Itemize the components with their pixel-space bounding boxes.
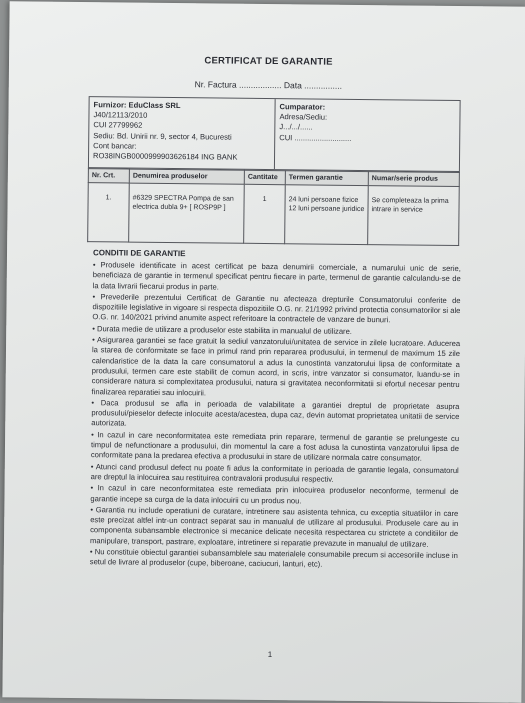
supplier-line: RO38INGB0000999903626184 ING BANK: [92, 151, 238, 162]
table-header: Numar/serie produs: [368, 172, 459, 187]
invoice-line: Nr. Factura .................. Data ................: [194, 79, 343, 91]
buyer-block: [279, 102, 454, 145]
warranty-certificate-page: [2, 1, 525, 702]
condition-paragraph: • Garantia nu include operatiuni de curatare, intretinere sau asistenta tehnica, cu exceptia situatiilor in care este precizat altfel intr-un contract separat sau in manualul de utilizare al produsului. Produsele care au in componenta subansamble electronice si mecanice delicate necesita respectarea cu strictete a conditiilor de manipulare, transport, pastrare, exploatare, intretinere si reparatie prevazute in manualul de utilizare.: [89, 505, 459, 549]
table-cell: 24 luni persoane fizice 12 luni persoane juridice: [285, 185, 369, 245]
table-header: Denumirea produselor: [129, 169, 244, 184]
products-table: [87, 168, 460, 246]
document-title: CERTIFICAT DE GARANTIE: [204, 55, 333, 68]
supplier-label: Furnizor: EduClass SRL: [93, 100, 181, 111]
supplier-line: Sediu: Bd. Unirii nr. 9, sector 4, Bucuresti: [93, 130, 232, 142]
supplier-line: J40/12113/2010: [93, 110, 148, 120]
conditions-title: CONDITII DE GARANTIE: [92, 248, 186, 259]
table-cell: 1: [244, 184, 286, 243]
table-cell: 1.: [88, 183, 130, 242]
condition-paragraph: • In cazul in care neconformitatea este remediata prin inlocuirea produselor neconforme, termenul de garantie incepe sa curga de la data inlocuirii cu un produs nou.: [90, 483, 459, 505]
page-number: 1: [267, 650, 273, 660]
supplier-line: CUI 27799962: [93, 120, 143, 131]
condition-paragraph: • Atunci cand produsul defect nu poate fi adus la conformitate in perioada de garantie legala, consumatorul are dreptul la inlocuirea sau restituirea contravalorii produsului respectiv.: [90, 461, 459, 484]
parties-box: [88, 96, 461, 172]
condition-paragraph: • Prevederile prezentului Certificat de Garantie nu afecteaza drepturile Consumatorului conferite de dispozitiile legislative in vigoare si respecta dispozitiile O.G. nr. 21/1992 privind protectia consumatorilor si ale O.G. nr. 140/2021 privind anumite aspect referitoare la contractele de vanzare de bunuri.: [92, 292, 461, 325]
table-header: Termen garantie: [285, 171, 368, 186]
table-cell: Se completeaza la prima intrare in service: [368, 186, 460, 246]
conditions-list: [90, 260, 461, 572]
table-header: Nr. Crt.: [88, 169, 129, 183]
table-header: Cantitate: [244, 170, 285, 184]
condition-paragraph: • Daca produsul se afla in perioada de valabilitate a garantiei dreptul de proprietate asupra produsului/pieselor defecte inlocuite acesta/acestea, dupa caz, devin automat proprietatea unitatii de service autorizata.: [91, 398, 460, 429]
buyer-line: Adresa/Sediu:: [279, 112, 328, 122]
parties-divider: [274, 99, 276, 169]
table-cell: #6329 SPECTRA Pompa de san electrica dubla 9+ [ ROSP9P ]: [129, 183, 245, 243]
buyer-label: Cumparator:: [279, 102, 326, 112]
supplier-block: [93, 100, 274, 163]
condition-paragraph: • Durata medie de utilizare a produselor este stabilita in manualul de utilizare.: [92, 323, 353, 336]
condition-paragraph: • In cazul in care neconformitatea este remediata prin reparare, termenul de garantie se prelungeste cu timpul de nefunctionare a produsului, din momentul la care a fost adusa la cunostinta vanzatorului lipsa de conformitate pana la predarea efectiva a produsului in stare de utilizare normala catre consumator.: [90, 429, 460, 463]
table-row: [88, 183, 460, 246]
condition-paragraph: • Asigurarea garantiei se face gratuit la sediul vanzatorului/unitatea de service in zilele lucratoare. Aducerea la starea de conformitate se face in primul rand prin repararea produsului, in termenul de maximum 15 zile calendaristice de la data la care consumatorul a adus la cunostinta vanzatorului lipsa de conformitate a produsului, termen care este stabilit de comun acord, in scris, intre vanzator si consumator, luandu-se in considerare natura si complexitatea produsului, natura si gravitatea neconformitatii si efortul necesar pentru finalizarea reparatiei sau inlocuirii.: [91, 335, 461, 397]
supplier-line: Cont bancar:: [93, 140, 137, 151]
condition-paragraph: • Produsele identificate in acest certificat pe baza denumirii comerciale, a numarului unic de serie, beneficiaza de garantie in termenul specificat pentru fiecare in parte, termenul de garantie calculandu-se de la data livrarii fiecarui produs in parte.: [92, 260, 461, 292]
buyer-line: J.../.../......: [279, 122, 313, 132]
condition-paragraph: • Nu constituie obiectul garantiei subansamblele sau materialele consumabile precum si accesoriile incluse in setul de livrare al produselor (cupe, biberoane, caciucuri, lanturi, etc).: [89, 547, 458, 569]
buyer-line: CUI ...........................: [279, 132, 352, 143]
